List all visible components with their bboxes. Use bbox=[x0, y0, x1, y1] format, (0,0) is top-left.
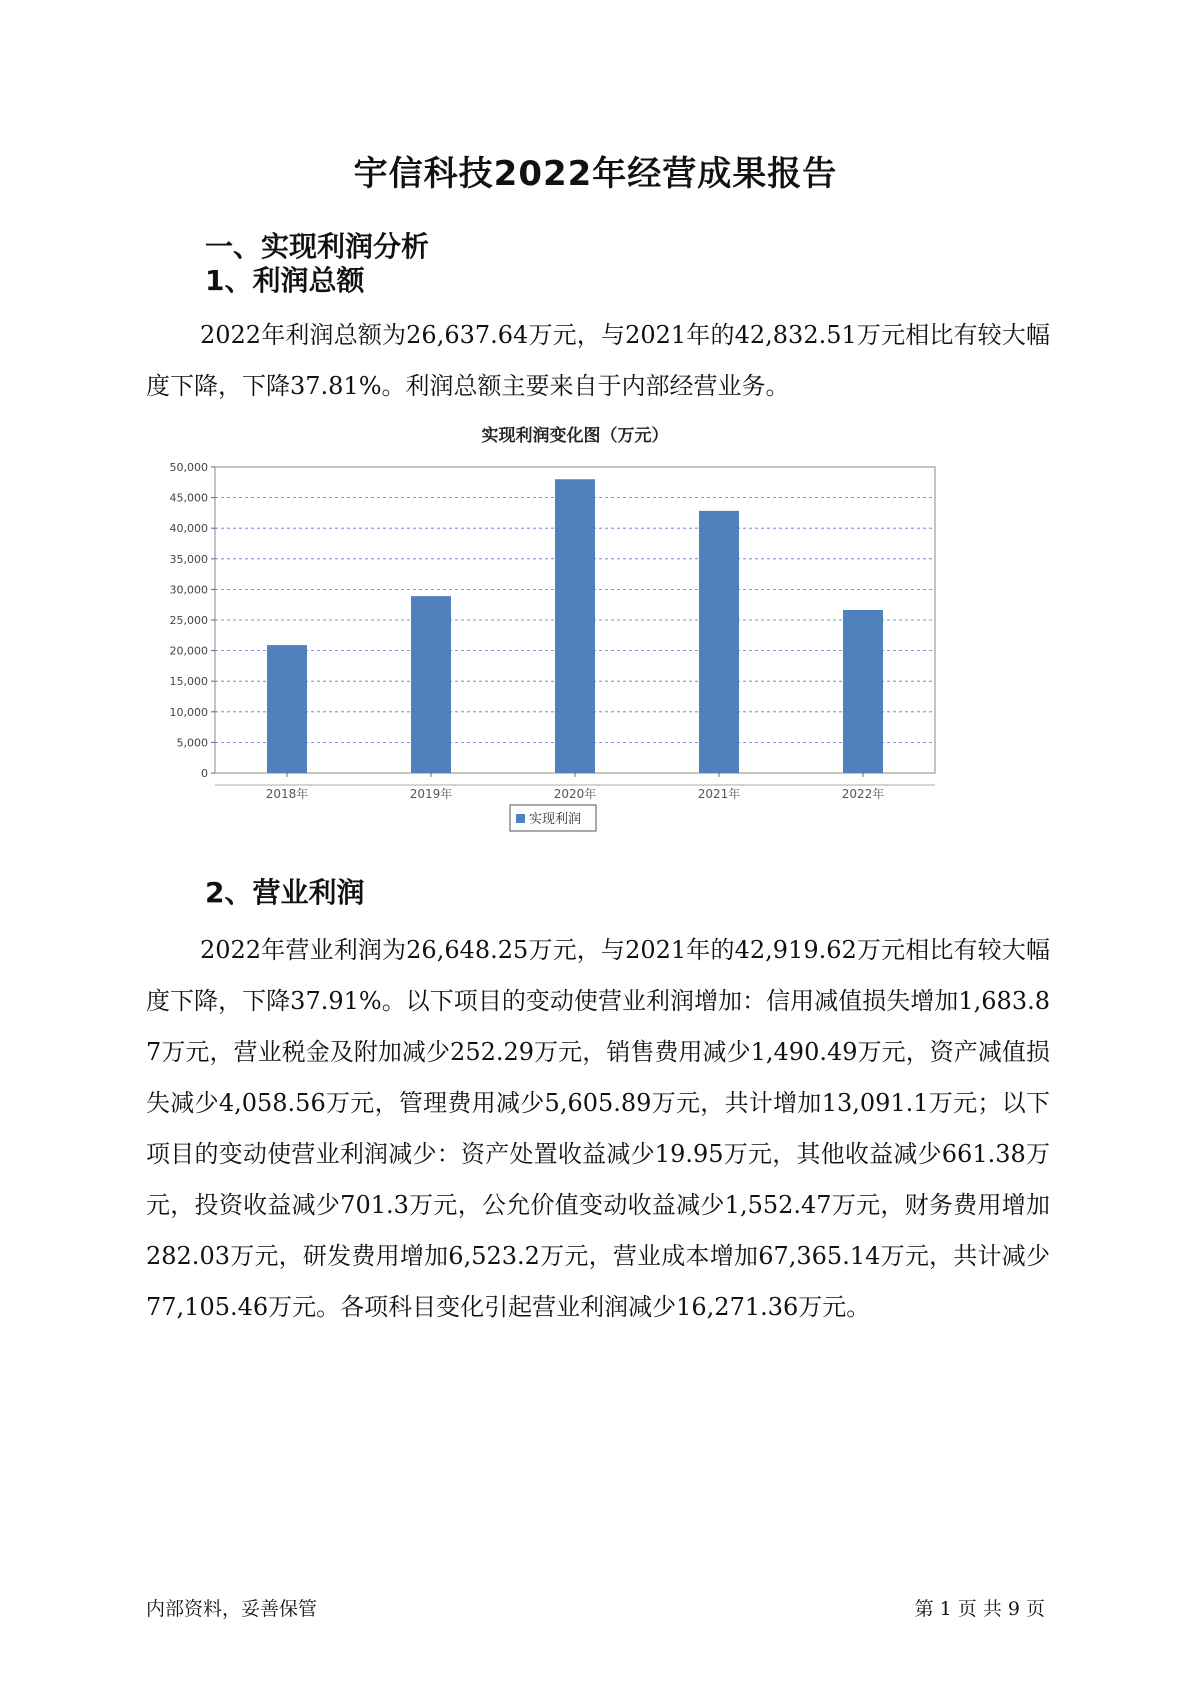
x-tick-label: 2018年 bbox=[265, 787, 309, 801]
x-tick-label: 2020年 bbox=[553, 787, 597, 801]
y-tick-label: 10,000 bbox=[169, 705, 208, 719]
document-title: 宇信科技2022年经营成果报告 bbox=[353, 154, 838, 194]
y-tick-label: 0 bbox=[201, 767, 208, 780]
x-tick-label: 2021年 bbox=[697, 787, 741, 801]
bar-3 bbox=[555, 479, 595, 773]
footer-page-number: 第 1 页 共 9 页 bbox=[914, 1598, 1045, 1620]
y-tick-label: 40,000 bbox=[169, 522, 208, 536]
y-tick-label: 45,000 bbox=[169, 491, 208, 505]
paragraph-operating-profit: 2022年营业利润为26,648.25万元，与2021年的42,919.62万元相比有较大幅度下降，下降37.91%。以下项目的变动使营业利润增加：信用减值损失增加1,683.87万元，营业税金及附加减少252.29万元，销售费用减少1,490.49万元，资产减值损失减少4,058.56万元，管理费用减少5,605.89万元，共计增加13,091.1万元；以下项目的变动使营业利润减少：资产处置收益减少19.95万元，其他收益减少661.38万元，投资收益减少701.3万元，公允价值变动收益减少1,552.47万元，财务费用增加282.03万元，研发费用增加6,523.2万元，营业成本增加67,365.14万元，共计减少77,105.46万元。各项科目变化引起营业利润减少16,271.36万元。 bbox=[146, 936, 1050, 1321]
bar-2 bbox=[411, 596, 451, 773]
legend-label: 实现利润 bbox=[529, 812, 582, 827]
y-tick-label: 20,000 bbox=[169, 644, 208, 658]
footer-confidential-note: 内部资料，妥善保管 bbox=[146, 1598, 318, 1620]
y-tick-label: 50,000 bbox=[169, 461, 208, 474]
subheading-operating-profit: 2、营业利润 bbox=[205, 876, 365, 909]
y-tick-label: 15,000 bbox=[169, 675, 208, 689]
bar-5 bbox=[843, 610, 883, 773]
bar-1 bbox=[267, 645, 307, 773]
y-tick-label: 30,000 bbox=[169, 583, 208, 597]
profit-bar-chart bbox=[160, 426, 1030, 845]
section-heading-profit-analysis: 一、实现利润分析 bbox=[205, 230, 430, 263]
y-tick-label: 25,000 bbox=[169, 614, 208, 627]
chart-title: 实现利润变化图（万元） bbox=[481, 426, 669, 446]
y-tick-label: 35,000 bbox=[169, 552, 208, 566]
subheading-total-profit: 1、利润总额 bbox=[205, 264, 365, 297]
legend-swatch bbox=[516, 814, 525, 823]
y-tick-label: 5,000 bbox=[176, 736, 208, 750]
x-tick-label: 2019年 bbox=[409, 787, 453, 801]
paragraph-total-profit: 2022年利润总额为26,637.64万元，与2021年的42,832.51万元相比有较大幅度下降，下降37.81%。利润总额主要来自于内部经营业务。 bbox=[146, 321, 1050, 400]
bar-4 bbox=[699, 511, 739, 773]
x-tick-label: 2022年 bbox=[841, 787, 885, 801]
